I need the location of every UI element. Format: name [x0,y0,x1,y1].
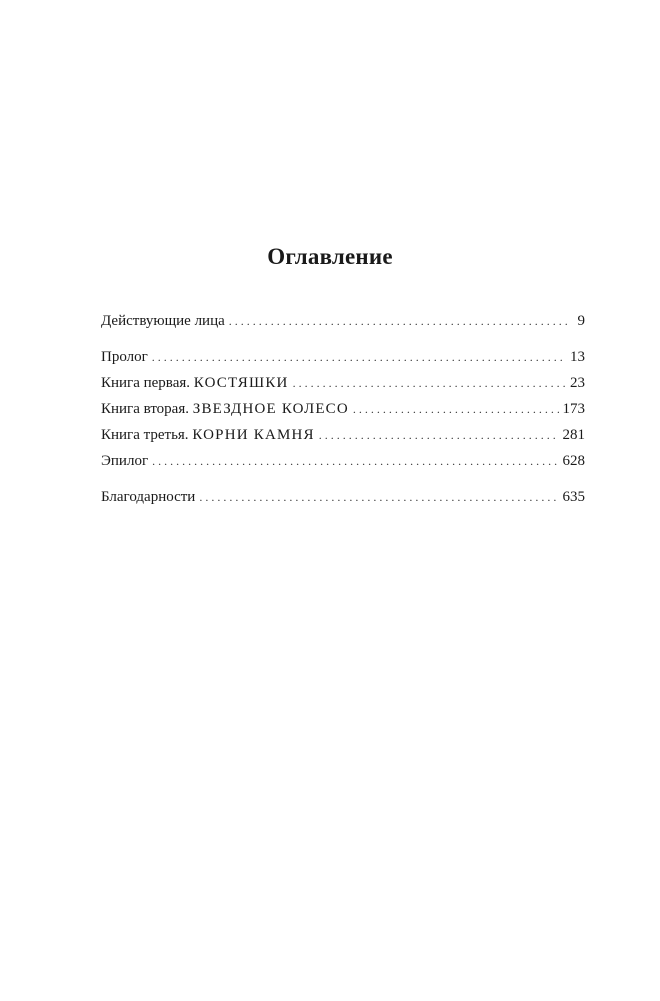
toc-entry-book-two [101,401,585,427]
toc-entry-label: Книга вторая. ЗВЕЗДНОЕ КОЛЕСО [101,401,349,417]
toc-entry-book-three [101,427,585,453]
toc-entry-page-number: 23 [570,375,585,391]
toc-entry-page-number: 281 [562,427,585,443]
dot-leader [353,402,559,417]
dot-leader [152,454,558,469]
toc-entry-acknowledgements [101,489,585,515]
toc-entry-label: Действующие лица [101,313,225,329]
dot-leader [319,428,559,443]
toc-entry-page-number: 13 [570,349,585,365]
toc-entry-label: Благодарности [101,489,196,505]
toc-entry-label: Эпилог [101,453,149,469]
toc-entry-book-one [101,375,585,401]
dot-leader [293,376,566,391]
page-title: Оглавление [267,244,393,269]
toc-entry-page-number: 173 [562,401,585,417]
toc-entry-characters [101,313,585,339]
dot-leader [229,314,567,329]
toc-entry-label: Книга третья. КОРНИ КАМНЯ [101,427,315,443]
table-of-contents [101,313,585,515]
toc-entry-prologue [101,349,585,375]
toc-entry-page-number: 628 [562,453,585,469]
toc-entry-label: Книга первая. КОСТЯШКИ [101,375,289,391]
dot-leader [152,350,566,365]
dot-leader [199,490,558,505]
toc-entry-epilogue [101,453,585,479]
toc-entry-page-number: 9 [577,313,585,329]
toc-entry-label: Пролог [101,349,148,365]
toc-entry-page-number: 635 [562,489,585,505]
